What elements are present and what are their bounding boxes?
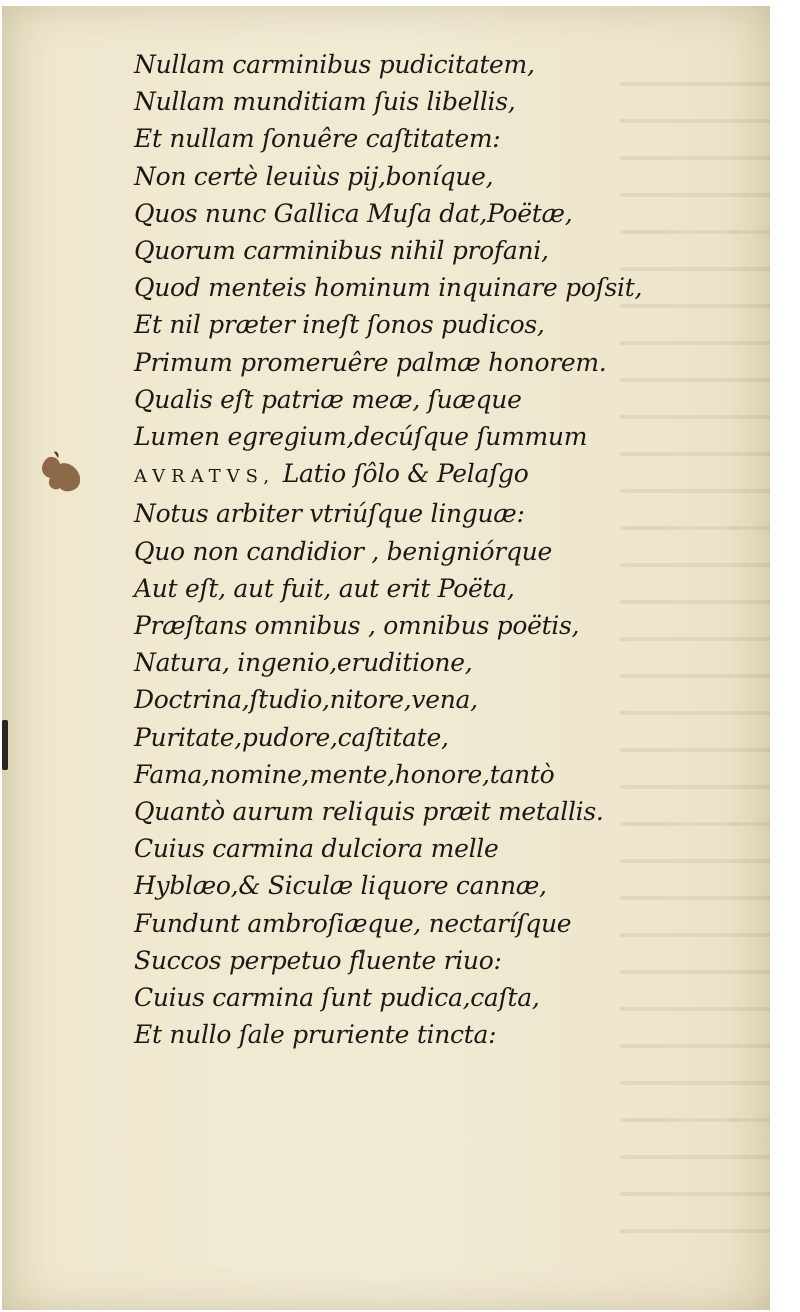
poem-line: Doctrina,ſtudio,nitore,vena,	[134, 685, 478, 715]
poem-line: Aut eſt, aut fuit, aut erit Poëta,	[134, 573, 515, 603]
poem-text	[134, 46, 694, 1053]
poem-line: Cuius carmina ſunt pudica,caſta,	[134, 983, 540, 1013]
poem-line-auratus	[134, 455, 694, 495]
poem-line: Nullam carminibus pudicitatem,	[134, 50, 535, 79]
poem-line: Fama,nomine,mente,honore,tantò	[134, 759, 555, 789]
poem-line: Quos nunc Gallica Muſa dat,Poëtæ,	[134, 198, 573, 228]
poem-line: Et nullam ſonuêre caſtitatem:	[134, 124, 501, 154]
poem-line: Et nil præter ineſt ſonos pudicos,	[134, 310, 545, 340]
poem-line: Natura, ingenio,eruditione,	[134, 648, 473, 678]
poem-line: Qualis eſt patriæ meæ, ſuæque	[134, 384, 522, 414]
poem-line: Nullam munditiam ſuis libellis,	[134, 87, 516, 117]
poem-line: Quorum carminibus nihil profani,	[134, 236, 549, 266]
poem-line: Cuius carmina dulciora melle	[134, 834, 499, 864]
poem-line: Notus arbiter vtriúſque linguæ:	[134, 499, 525, 529]
poem-line: Hyblæo,& Siculæ liquore cannæ,	[134, 871, 547, 901]
poem-line: Quod menteis hominum inquinare poſsit,	[134, 273, 643, 303]
margin-ink-mark	[2, 720, 8, 770]
poem-line: Fundunt ambroſiæque, nectaríſque	[134, 908, 572, 938]
poem-line: Succos perpetuo fluente riuo:	[134, 945, 502, 975]
ink-stain-icon	[38, 448, 86, 496]
poem-line: Quo non candidior , benigniórque	[134, 536, 552, 566]
poem-line: Quantò aurum reliquis præit metallis.	[134, 797, 604, 827]
poem-line: Primum promeruêre palmæ honorem.	[134, 347, 607, 377]
poem-line: Lumen egregium,decúſque ſummum	[134, 422, 588, 452]
poem-line: Puritate,pudore,caſtitate,	[134, 722, 449, 752]
poem-line: Non certè leuiùs pij,boníque,	[134, 161, 494, 191]
page-margin	[770, 0, 800, 1312]
poem-line: Et nullo ſale pruriente tincta:	[134, 1020, 497, 1050]
author-name-smallcaps: AVRATVS,	[134, 466, 276, 488]
poem-line-rest: Latio ſôlo & Pelaſgo	[282, 459, 529, 489]
poem-line: Præſtans omnibus , omnibus poëtis,	[134, 611, 580, 641]
